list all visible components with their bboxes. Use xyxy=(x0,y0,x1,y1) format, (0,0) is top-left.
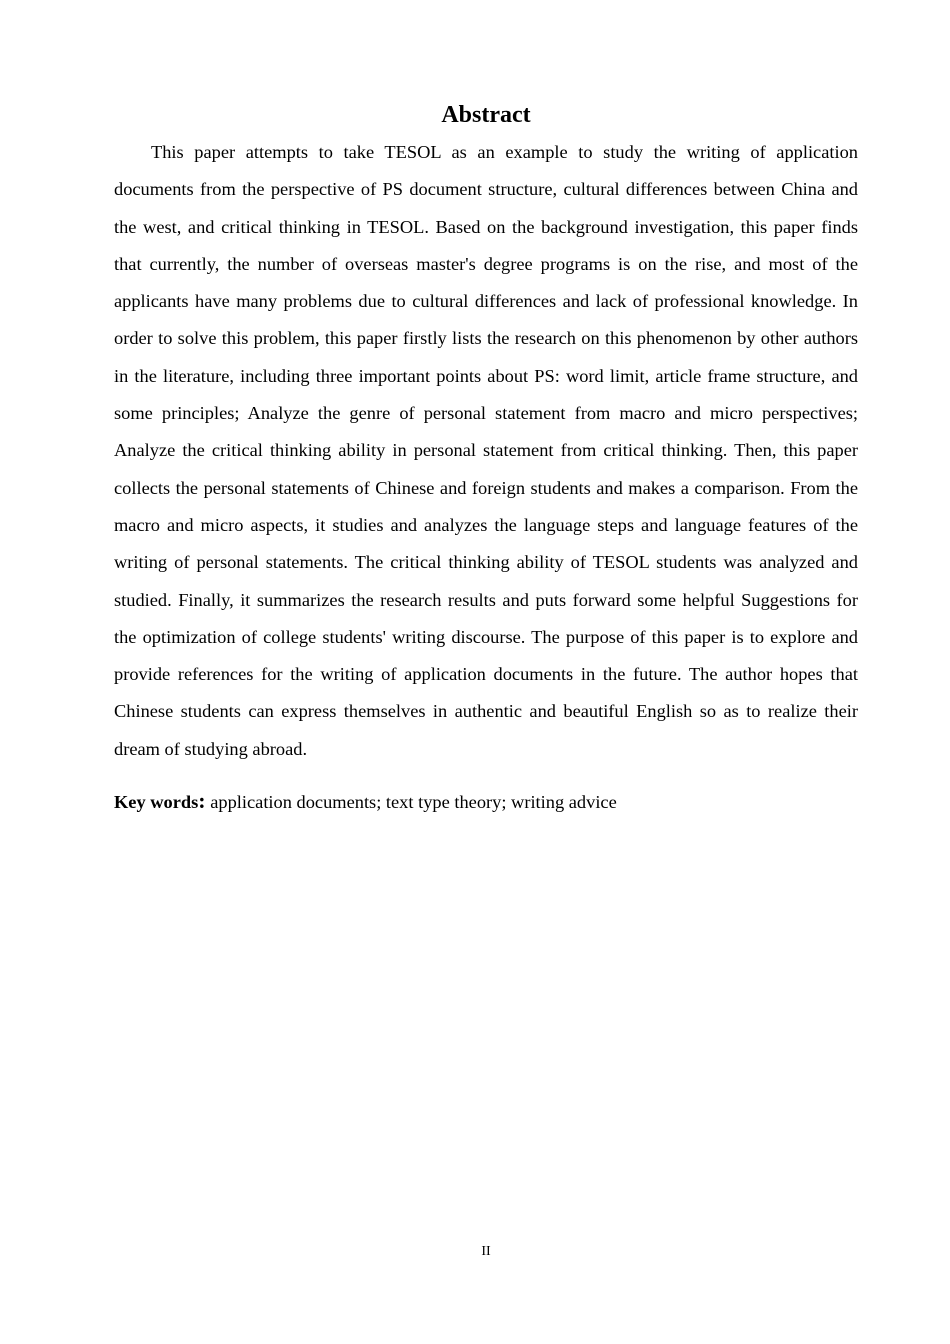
abstract-paragraph: This paper attempts to take TESOL as an example to study the writing of application documents from the perspective of PS document structure, cultural differences between China and the west, and critical thinking in TESOL. Based on the background investigation, this paper finds that currently, the number of overseas master's degree programs is on the rise, and most of the applicants have many problems due to cultural differences and lack of professional knowledge. In order to solve this problem, this paper firstly lists the research on this phenomenon by other authors in the literature, including three important points about PS: word limit, article frame structure, and some principles; Analyze the genre of personal statement from macro and micro perspectives; Analyze the critical thinking ability in personal statement from critical thinking. Then, this paper collects the personal statements of Chinese and foreign students and makes a comparison. From the macro and micro aspects, it studies and analyzes the language steps and language features of the writing of personal statements. The critical thinking ability of TESOL students was analyzed and studied. Finally, it summarizes the research results and puts forward some helpful Suggestions for the optimization of college students' writing discourse. The purpose of this paper is to explore and provide references for the writing of application documents in the future. The author hopes that Chinese students can express themselves in authentic and beautiful English so as to realize their dream of studying abroad. xyxy=(114,142,858,759)
keywords-line xyxy=(114,784,858,819)
keywords-colon: : xyxy=(198,788,206,813)
abstract-title: Abstract xyxy=(441,102,531,128)
keywords-text: application documents; text type theory; writing advice xyxy=(205,792,617,812)
page-number: II xyxy=(481,1244,491,1259)
keywords-label: Key words xyxy=(114,792,199,812)
